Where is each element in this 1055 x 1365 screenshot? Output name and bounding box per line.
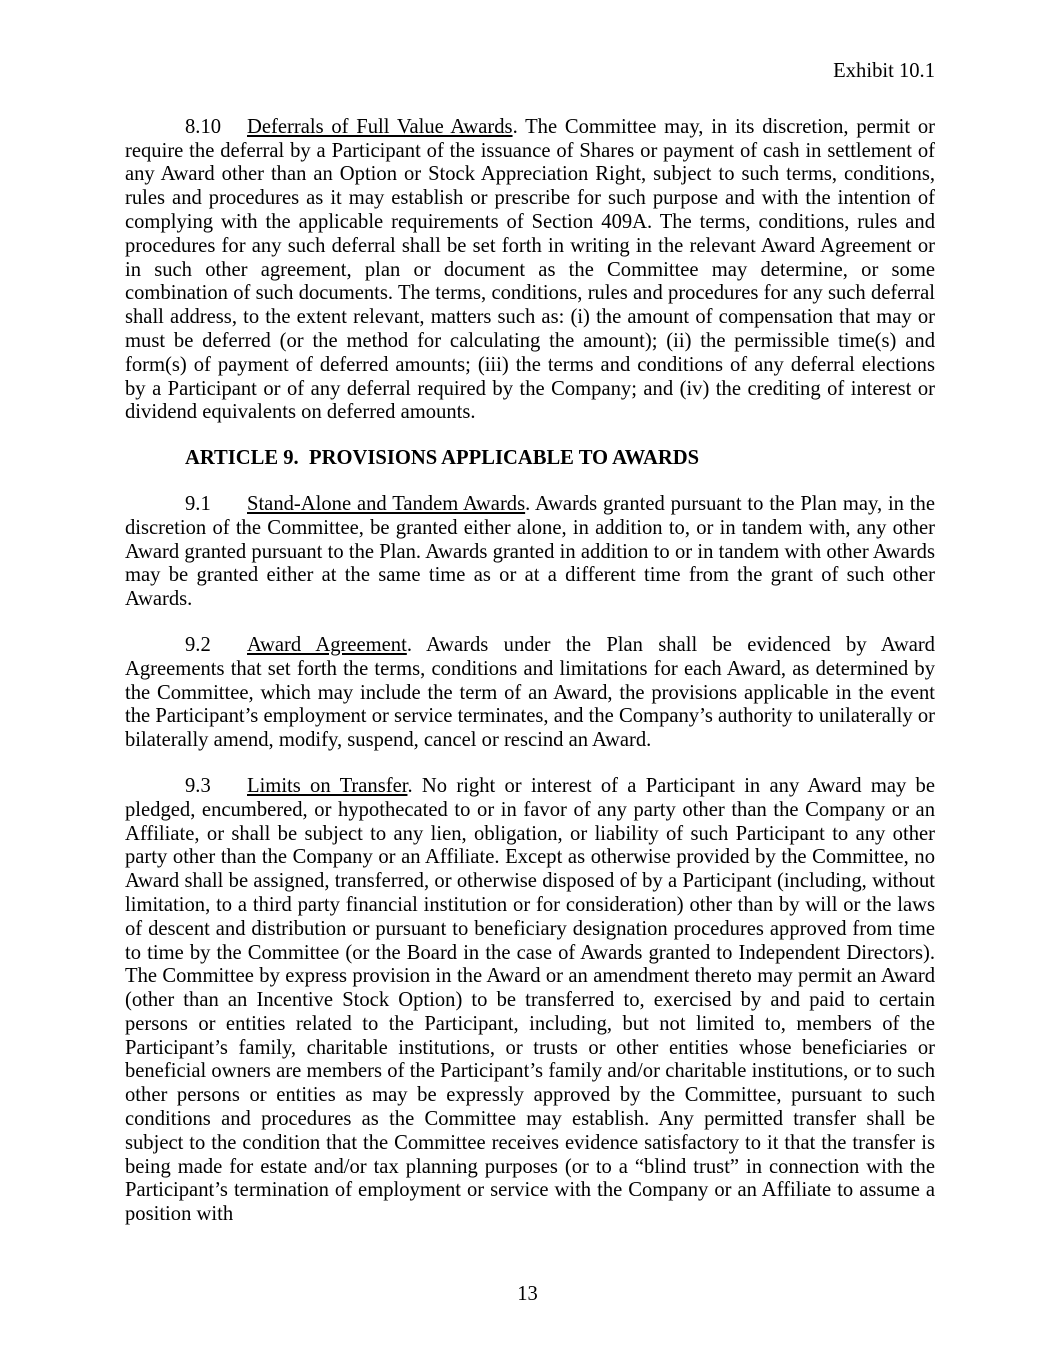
section-title: Stand-Alone and Tandem Awards (247, 492, 526, 515)
section-number: 8.10 (185, 115, 222, 138)
document-page (125, 0, 935, 1227)
section-title: Deferrals of Full Value Awards (247, 115, 513, 138)
section-title: Limits on Transfer (247, 774, 408, 797)
page-number: 13 (517, 1283, 538, 1305)
exhibit-label: Exhibit 10.1 (833, 60, 935, 82)
section-9-1 (125, 493, 935, 612)
section-body: . Awards granted pursuant to the Plan may, in the discretion of the Committee, be granted either alone, in addition to, or in tandem with, any other Award granted pursuant to the Plan. Awards granted in addition to or in tandem with other Awards may be granted either at the same time as or at a different time from the grant of such other Awards. (125, 492, 935, 611)
section-number: 9.3 (185, 774, 211, 797)
section-number: 9.1 (185, 492, 211, 515)
section-body: . The Committee may, in its discretion, permit or require the deferral by a Participant of the issuance of Shares or payment of cash in settlement of any Award other than an Option or Stock Appreciation Right, subject to such terms, conditions, rules and procedures as it may establish or prescribe for such purpose and with the intention of complying with the applicable requirements of Section 409A. The terms, conditions, rules and procedures for any such deferral shall be set forth in writing in the relevant Award Agreement or in such other agreement, plan or document as the Committee may determine, or some combination of such documents. The terms, conditions, rules and procedures for any such deferral shall address, to the extent relevant, matters such as: (i) the amount of compensation that may or must be deferred (or the method for calculating the amount); (ii) the permissible time(s) and form(s) of payment of deferred amounts; (iii) the terms and conditions of any deferral elections by a Participant or of any deferral required by the Company; and (iv) the crediting of interest or dividend equivalents on deferred amounts. (125, 115, 935, 424)
section-8-10 (125, 116, 935, 425)
section-9-3 (125, 775, 935, 1227)
section-body: . Awards under the Plan shall be evidenced by Award Agreements that set forth the terms, conditions and limitations for each Award, as determined by the Committee, which may include the term of an Award, the provisions applicable in the event the Participant’s employment or service terminates, and the Company’s authority to unilaterally or bilaterally amend, modify, suspend, cancel or rescind an Award. (125, 633, 935, 752)
section-title: Award Agreement (247, 633, 407, 656)
article-9-heading: ARTICLE 9. PROVISIONS APPLICABLE TO AWARDS (185, 447, 700, 470)
section-number: 9.2 (185, 633, 211, 656)
section-9-2 (125, 634, 935, 753)
section-body: . No right or interest of a Participant in any Award may be pledged, encumbered, or hypothecated to or in favor of any party other than the Company or an Affiliate, or shall be subject to any lien, obligation, or liability of such Participant to any other party other than the Company or an Affiliate. Except as otherwise provided by the Committee, no Award shall be assigned, transferred, or otherwise disposed of by a Participant (including, without limitation, to a third party financial institution or for consideration) other than by will or the laws of descent and distribution or pursuant to beneficiary designation procedures approved from time to time by the Committee (or the Board in the case of Awards granted to Independent Directors). The Committee by express provision in the Award or an amendment thereto may permit an Award (other than an Incentive Stock Option) to be transferred to, exercised by and paid to certain persons or entities related to the Participant, including, but not limited to, members of the Participant’s family, charitable institutions, or trusts or other entities whose beneficiaries or beneficial owners are members of the Participant’s family and/or charitable institutions, or to such other persons or entities as may be expressly approved by the Committee, pursuant to such conditions and procedures as the Committee may establish. Any permitted transfer shall be subject to the condition that the Committee receives evidence satisfactory to it that the transfer is being made for estate and/or tax planning purposes (or to a “blind trust” in connection with the Participant’s termination of employment or service with the Company or an Affiliate to assume a position with (125, 774, 935, 1226)
